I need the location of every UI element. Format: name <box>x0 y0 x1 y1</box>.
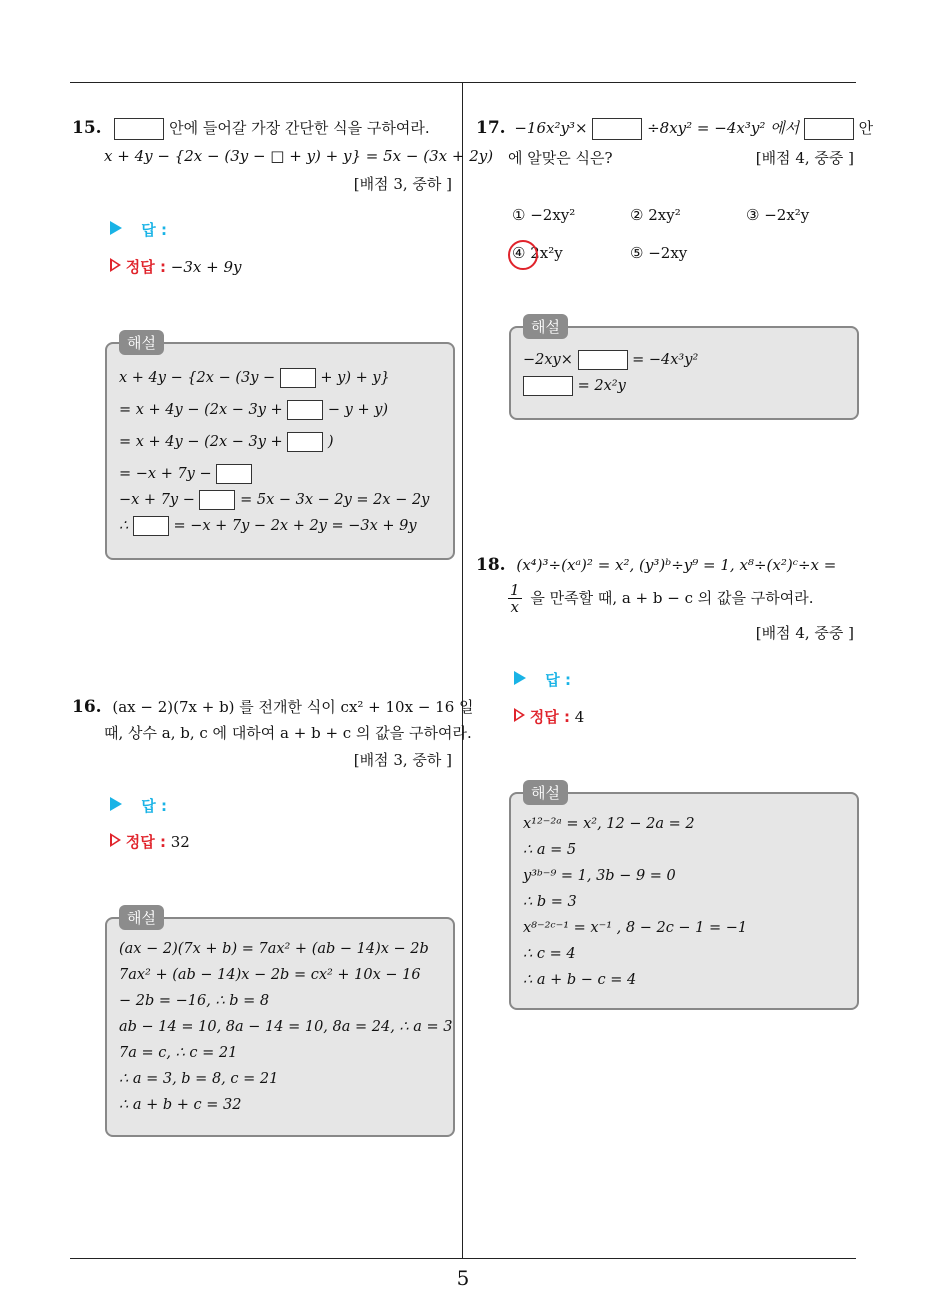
solution-box <box>509 784 859 1010</box>
question-number: 17. <box>476 118 506 138</box>
correct-label: 정답 : <box>125 258 166 276</box>
page-number: 5 <box>456 1266 470 1290</box>
question-number: 15. <box>72 118 102 138</box>
solution-line: x⁸⁻²ᶜ⁻¹ = x⁻¹ , 8 − 2c − 1 = −1 <box>523 920 748 936</box>
solution-line: = x + 4y − (2x − 3y + ) <box>119 434 334 450</box>
blank-box <box>804 118 854 140</box>
solution-line: x + 4y − {2x − (3y − + y) + y} <box>119 370 390 386</box>
question-meta: [배점 4, 중중 ] <box>755 149 854 167</box>
solution-line: x¹²⁻²ᵃ = x², 12 − 2a = 2 <box>523 816 695 832</box>
question-text: (ax − 2)(7x + b) 를 전개한 식이 cx² + 10x − 16 일 <box>112 698 474 716</box>
solution-line: ∴ b = 3 <box>523 894 577 910</box>
play-icon <box>110 797 122 811</box>
blank-box <box>287 400 323 420</box>
fraction: $\frac{1}{x}$ <box>510 581 520 616</box>
correct-answer-row <box>110 831 190 852</box>
choice-1[interactable]: ① −2xy² <box>512 206 576 224</box>
question-text: 때, 상수 a, b, c 에 대하여 a + b + c 의 값을 구하여라. <box>104 724 472 742</box>
correct-value: 32 <box>170 833 190 851</box>
choice-4[interactable]: ④ 2x²y <box>512 244 563 262</box>
answer-label: 답 : <box>141 797 167 815</box>
blank-box <box>133 516 169 536</box>
solution-tag: 해설 <box>523 780 568 805</box>
outline-triangle-icon <box>110 258 121 272</box>
choice-3[interactable]: ③ −2x²y <box>746 206 810 224</box>
solution-tag: 해설 <box>119 905 164 930</box>
solution-tag: 해설 <box>119 330 164 355</box>
outline-triangle-icon <box>514 708 525 722</box>
blank-box <box>114 118 164 140</box>
answer-row <box>110 219 167 240</box>
solution-line: y³ᵇ⁻⁹ = 1, 3b − 9 = 0 <box>523 868 676 884</box>
solution-box <box>509 318 859 420</box>
correct-answer-row <box>110 256 241 277</box>
solution-line: −2xy× = −4x³y² <box>523 352 699 368</box>
answer-row <box>514 669 571 690</box>
answer-row <box>110 795 167 816</box>
column-divider <box>462 83 463 1259</box>
correct-value: −3x + 9y <box>170 258 242 276</box>
solution-tag: 해설 <box>523 314 568 339</box>
correct-label: 정답 : <box>529 708 570 726</box>
solution-line: 7ax² + (ab − 14)x − 2b = cx² + 10x − 16 <box>119 967 421 983</box>
solution-box <box>105 334 455 560</box>
question-text: 을 만족할 때, a + b − c 의 값을 구하여라. <box>530 588 814 607</box>
solution-line: (ax − 2)(7x + b) = 7ax² + (ab − 14)x − 2b <box>119 941 429 957</box>
correct-value: 4 <box>574 708 585 726</box>
question-meta: [배점 4, 중중 ] <box>755 624 854 642</box>
correct-answer-row <box>514 706 584 727</box>
play-icon <box>110 221 122 235</box>
play-icon <box>514 671 526 685</box>
question-number: 16. <box>72 697 102 717</box>
selected-circle-mark <box>508 240 538 270</box>
blank-box <box>578 350 628 370</box>
question-text: 에 알맞은 식은? <box>508 149 613 167</box>
question-meta: [배점 3, 중하 ] <box>353 175 452 193</box>
solution-line: ∴ a = 5 <box>523 842 577 858</box>
solution-line: ∴ a + b − c = 4 <box>523 972 637 988</box>
solution-line: ∴ a = 3, b = 8, c = 21 <box>119 1071 279 1087</box>
answer-label: 답 : <box>141 221 167 239</box>
question-text: (x⁴)³÷(xᵃ)² = x², (y³)ᵇ÷y⁹ = 1, x⁸÷(x²)ᶜ÷x = <box>516 556 837 574</box>
solution-line: ab − 14 = 10, 8a − 14 = 10, 8a = 24, ∴ a = 3 <box>119 1019 453 1035</box>
solution-line: 7a = c, ∴ c = 21 <box>119 1045 238 1061</box>
top-rule <box>70 82 856 83</box>
question-number: 18. <box>476 555 506 575</box>
solution-line: ∴ c = 4 <box>523 946 576 962</box>
solution-line: −x + 7y − = 5x − 3x − 2y = 2x − 2y <box>119 492 430 508</box>
solution-line: = 2x²y <box>523 376 626 396</box>
blank-box <box>592 118 642 140</box>
correct-label: 정답 : <box>125 833 166 851</box>
blank-box <box>199 490 235 510</box>
question-equation: x + 4y − {2x − (3y − □ + y) + y} = 5x − (3x + 2y) <box>104 147 494 165</box>
question-prompt: 안에 들어갈 가장 간단한 식을 구하여라. <box>169 119 430 137</box>
solution-line: = −x + 7y − <box>119 464 252 484</box>
solution-box <box>105 909 455 1137</box>
solution-line: ∴ = −x + 7y − 2x + 2y = −3x + 9y <box>119 518 417 534</box>
blank-box <box>280 368 316 388</box>
blank-box <box>287 432 323 452</box>
solution-line: − 2b = −16, ∴ b = 8 <box>119 993 270 1009</box>
question-meta: [배점 3, 중하 ] <box>353 751 452 769</box>
solution-line: ∴ a + b + c = 32 <box>119 1097 242 1113</box>
choice-5[interactable]: ⑤ −2xy <box>630 244 688 262</box>
outline-triangle-icon <box>110 833 121 847</box>
solution-line: = x + 4y − (2x − 3y + − y + y) <box>119 402 389 418</box>
choice-2[interactable]: ② 2xy² <box>630 206 681 224</box>
bottom-rule <box>70 1258 856 1259</box>
blank-box <box>523 376 573 396</box>
answer-label: 답 : <box>545 671 571 689</box>
blank-box <box>216 464 252 484</box>
